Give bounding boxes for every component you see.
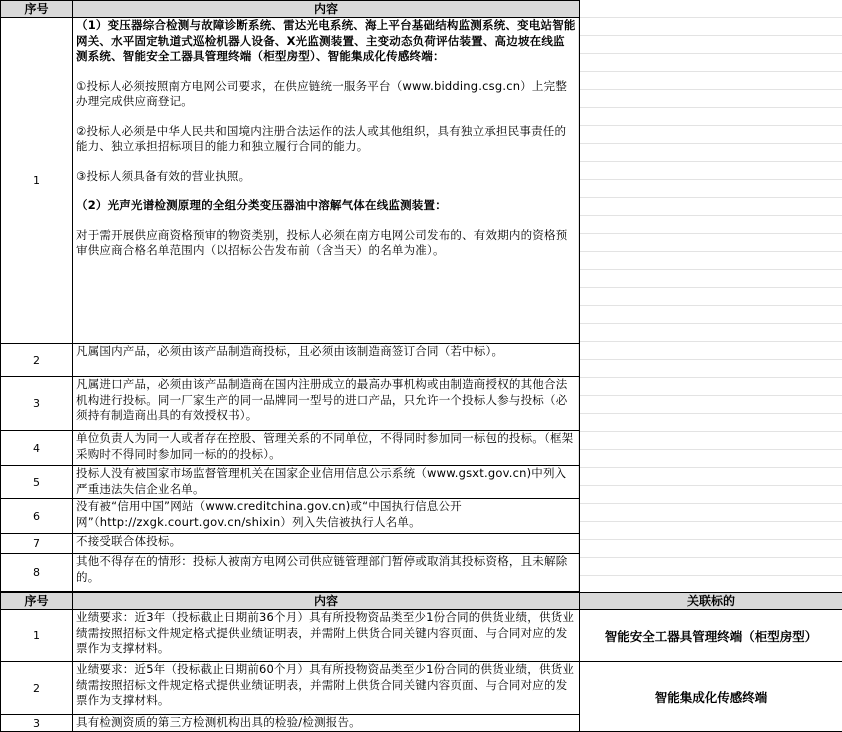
- row-number: 7: [1, 534, 73, 554]
- table-row: [1, 662, 842, 715]
- row-number: 5: [1, 466, 73, 499]
- related-header: 关联标的: [580, 593, 842, 610]
- content-header: 内容: [73, 593, 580, 610]
- row-content: 单位负责人为同一人或者存在控股、管理关系的不同单位，不得同时参加同一标包的投标。（框架采购时不得同时参加同一标的的投标）。: [73, 431, 580, 466]
- paragraph-4: 对于需开展供应商资格预审的物资类别，投标人必须在南方电网公司发布的、有效期内的资格预审供应商合格名单范围内（以招标公告发布前（含当天）的名单为准）。: [76, 227, 568, 257]
- row-content: 其他不得存在的情形：投标人被南方电网公司供应链管理部门暂停或取消其投标资格，且未解除的。: [73, 554, 580, 592]
- seq-header: 序号: [1, 593, 73, 610]
- row-number: 6: [1, 499, 73, 534]
- table-row: [1, 18, 580, 344]
- related-item: 智能安全工器具管理终端（柜型房型）: [580, 610, 842, 662]
- content-header: 内容: [73, 1, 580, 18]
- table-row: [1, 431, 580, 466]
- performance-table: [0, 592, 842, 732]
- row-content: 投标人没有被国家市场监督管理机关在国家企业信用信息公示系统（www.gsxt.gov.cn)中列入严重违法失信企业名单。: [73, 466, 580, 499]
- table-row: [1, 466, 580, 499]
- table-row: [1, 377, 580, 431]
- row-content: 业绩要求：近5年（投标截止日期前60个月）具有所投物资品类至少1份合同的供货业绩，供货业绩需按照招标文件规定格式提供业绩证明表，并需附上供货合同关键内容页面、与合同对应的发票作为支撑材料。: [73, 662, 580, 715]
- row-content: 凡属国内产品，必须由该产品制造商投标，且必须由该制造商签订合同（若中标）。: [73, 344, 580, 377]
- table-row: [1, 610, 842, 662]
- row-number: 3: [1, 715, 73, 732]
- related-item: 智能集成化传感终端: [580, 662, 842, 732]
- heading-1: （1）变压器综合检测与故障诊断系统、雷达光电系统、海上平台基础结构监测系统、变电站智能网关、水平固定轨道式巡检机器人设备、X光监测装置、主变动态负荷评估装置、高边坡在线监测系统、智能安全工器具管理终端（柜型房型）、智能集成化传感终端：: [76, 18, 576, 63]
- paragraph-2: ②投标人必须是中华人民共和国境内注册合法运作的法人或其他组织，具有独立承担民事责任的能力、独立承担招标项目的能力和独立履行合同的能力。: [76, 123, 567, 153]
- row-number: 2: [1, 344, 73, 377]
- table-row: [1, 554, 580, 592]
- row-content: 凡属进口产品，必须由该产品制造商在国内注册成立的最高办事机构或由制造商授权的其他合法机构进行投标。同一厂家生产的同一品牌同一型号的进口产品，只允许一个投标人参与投标（必须持有制造商出具的有效授权书）。: [73, 377, 580, 431]
- paragraph-3: ③投标人须具备有效的营业执照。: [76, 168, 251, 183]
- heading-2: （2）光声光谱检测原理的全组分类变压器油中溶解气体在线监测装置：: [76, 198, 447, 212]
- row-number: 1: [1, 610, 73, 662]
- row-content: 不接受联合体投标。: [73, 534, 580, 554]
- row-content: 没有被“信用中国”网站（www.creditchina.gov.cn)或“中国执行信息公开网”（http://zxgk.court.gov.cn/shixin）列入失信被执行人名单。: [73, 499, 580, 534]
- row-number: 8: [1, 554, 73, 592]
- spreadsheet-grid-background: [578, 0, 842, 592]
- row-content: [73, 18, 580, 344]
- row-number: 3: [1, 377, 73, 431]
- table-row: [1, 534, 580, 554]
- row-content: 业绩要求：近3年（投标截止日期前36个月）具有所投物资品类至少1份合同的供货业绩，供货业绩需按照招标文件规定格式提供业绩证明表，并需附上供货合同关键内容页面、与合同对应的发票作为支撑材料。: [73, 610, 580, 662]
- paragraph-1: ①投标人必须按照南方电网公司要求，在供应链统一服务平台（www.bidding.csg.cn）上完整办理完成供应商登记。: [76, 78, 568, 108]
- row-number: 1: [1, 18, 73, 344]
- seq-header: 序号: [1, 1, 73, 18]
- table-row: [1, 344, 580, 377]
- table-row: [1, 499, 580, 534]
- row-number: 2: [1, 662, 73, 715]
- row-number: 4: [1, 431, 73, 466]
- row-content: 具有检测资质的第三方检测机构出具的检验/检测报告。: [73, 715, 580, 732]
